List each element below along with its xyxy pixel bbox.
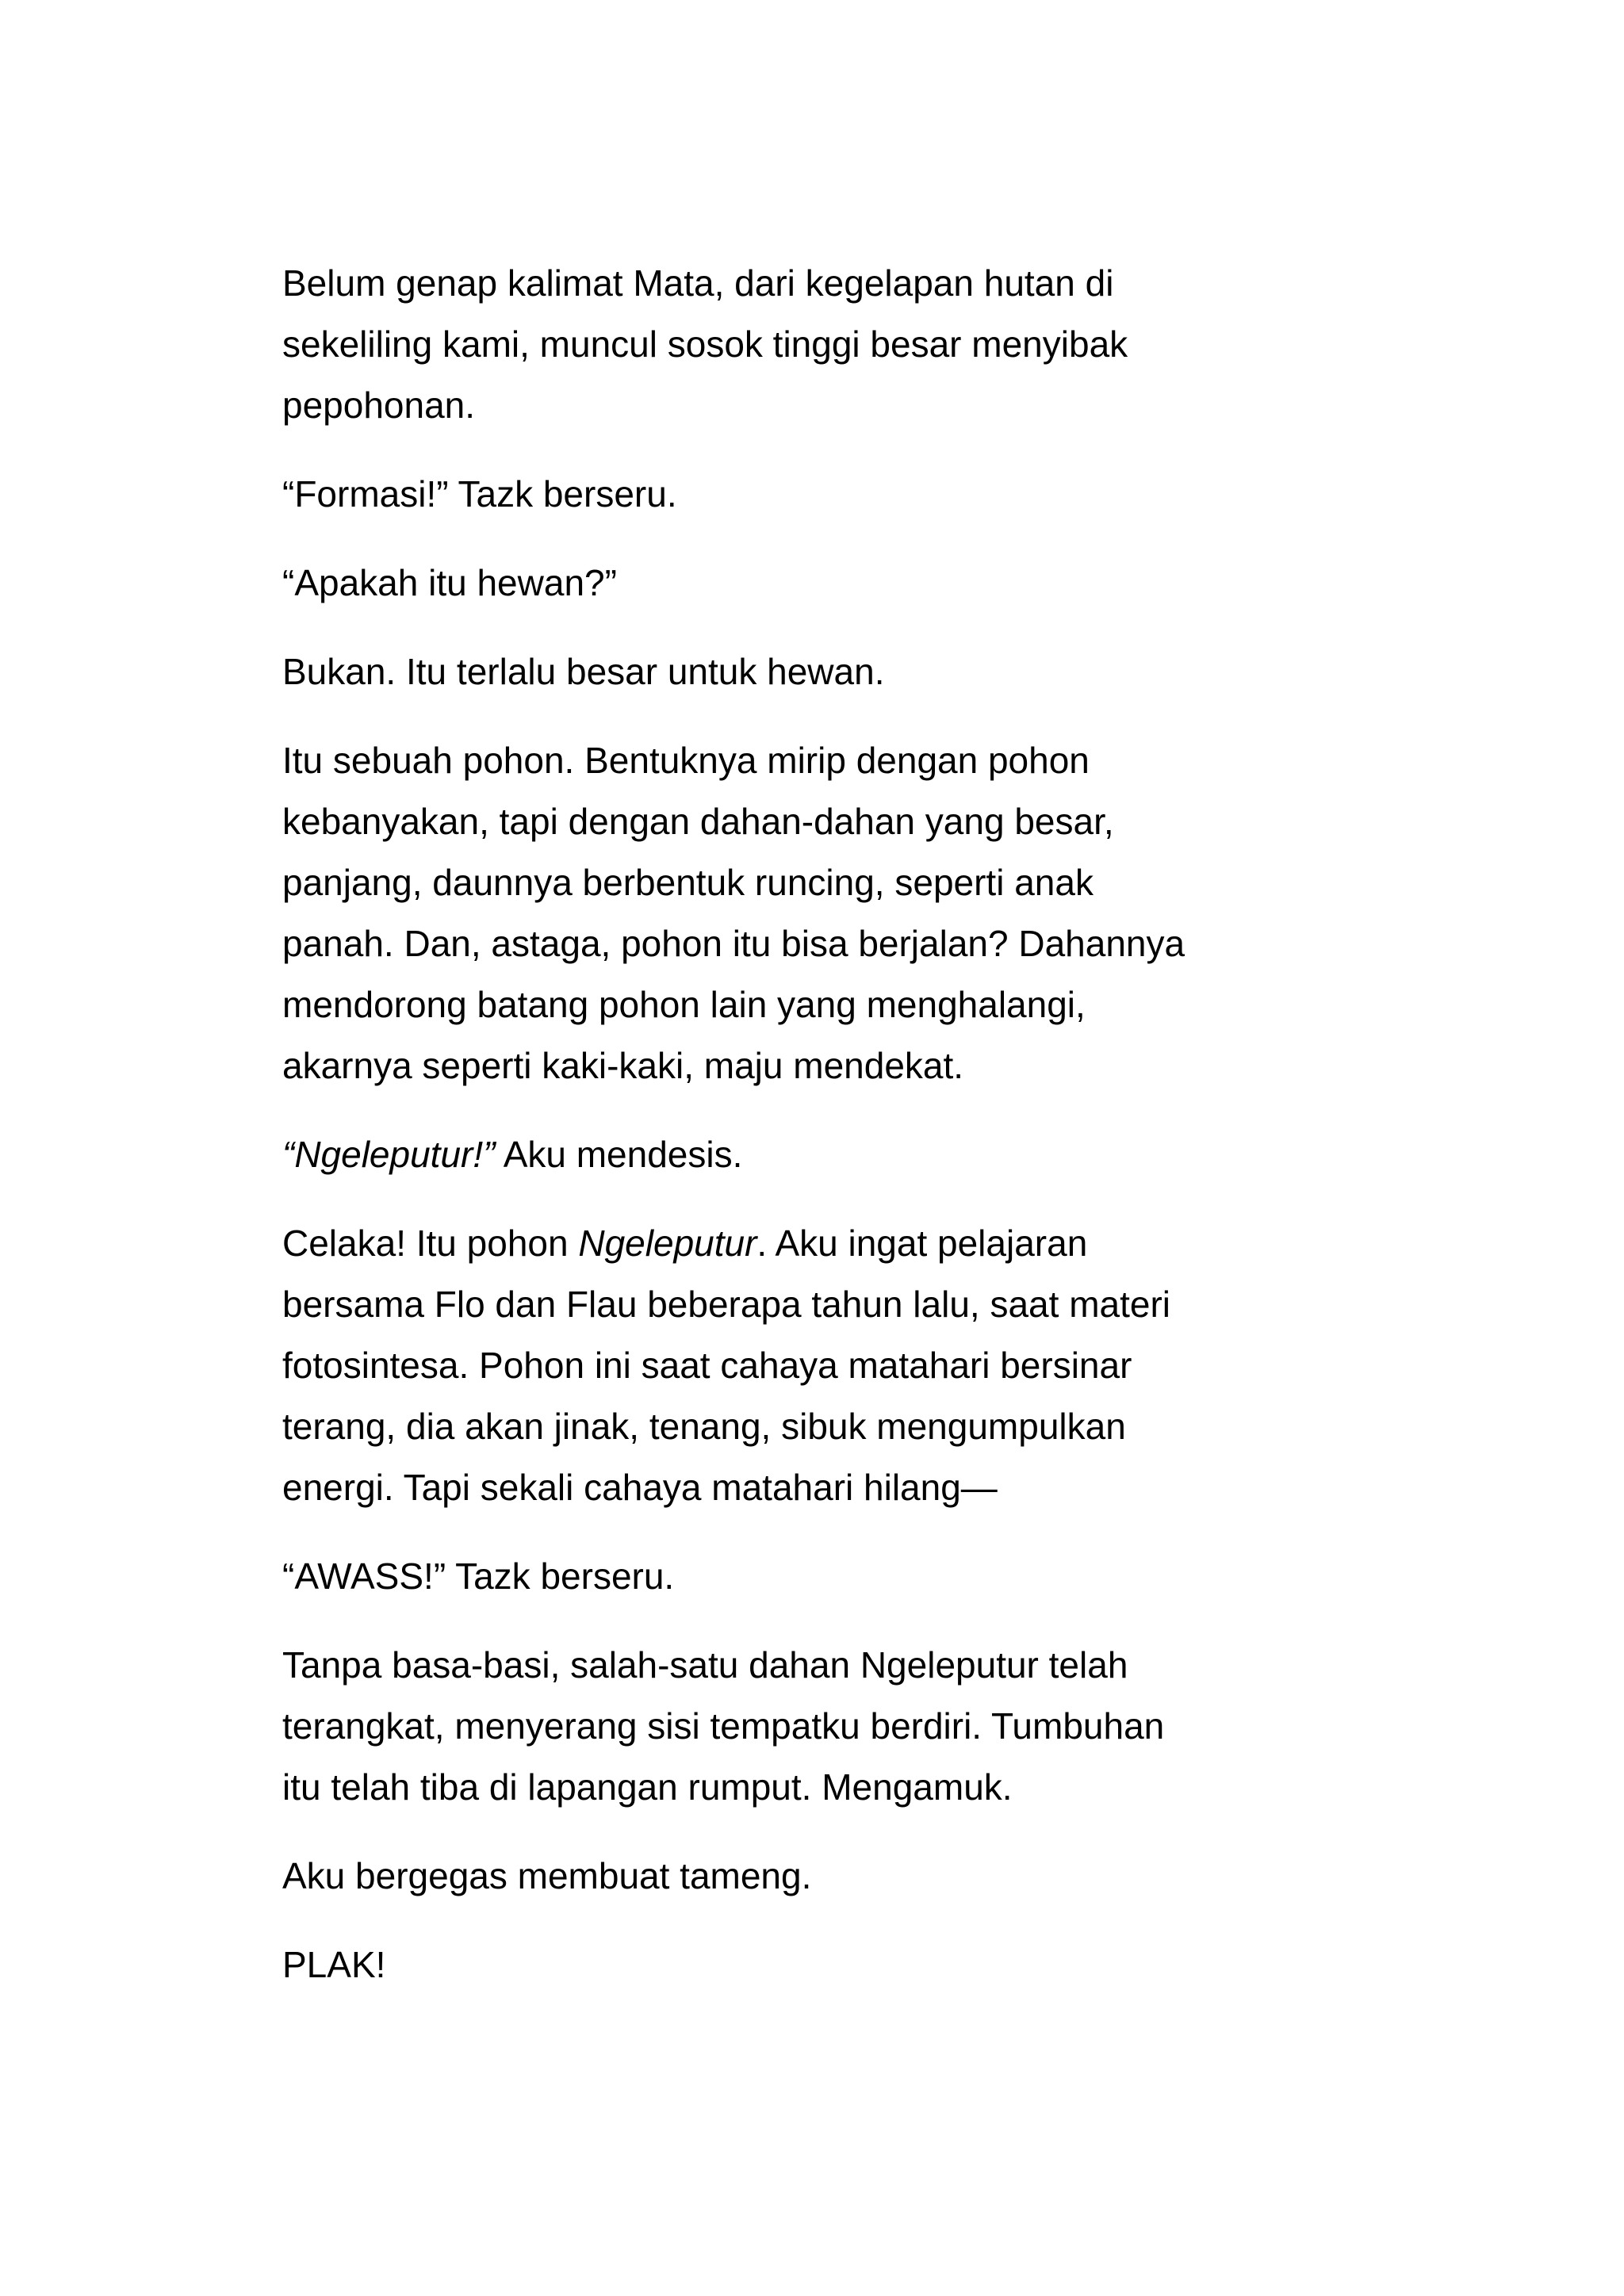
paragraph-5: Itu sebuah pohon. Bentuknya mirip dengan pohon kebanyakan, tapi dengan dahan-dahan yang besar, panjang, daunnya berbentuk runcing, seperti anak panah. Dan, astaga, pohon itu bisa berjalan? Dahannya mendorong batang pohon lain yang menghalangi, akarnya seperti kaki-kaki, maju mendekat.	[282, 740, 1185, 1086]
paragraph-7-rest: . Aku ingat pelajaran bersama Flo dan Flau beberapa tahun lalu, saat materi fotosintesa. Pohon ini saat cahaya matahari bersinar terang, dia akan jinak, tenang, sibuk mengumpulkan energi. Tapi sekali cahaya matahari hilang—	[282, 1223, 1170, 1508]
paragraph-9: Tanpa basa-basi, salah-satu dahan Ngeleputur telah terangkat, menyerang sisi tempatku berdiri. Tumbuhan itu telah tiba di lapangan rumput. Mengamuk.	[282, 1644, 1165, 1808]
paragraph-7-start: Celaka! Itu pohon	[282, 1223, 579, 1264]
paragraph-6-rest: Aku mendesis.	[495, 1134, 743, 1175]
paragraph-10: Aku bergegas membuat tameng.	[282, 1855, 812, 1896]
italic-exclamation: “Ngeleputur!”	[282, 1134, 496, 1175]
paragraph-8: “AWASS!” Tazk berseru.	[282, 1556, 675, 1597]
paragraph-11: PLAK!	[282, 1944, 386, 1985]
paragraph-2: “Formasi!” Tazk berseru.	[282, 473, 677, 515]
story-text	[282, 253, 1345, 2023]
paragraph-6	[282, 1124, 1345, 1185]
paragraph-1: Belum genap kalimat Mata, dari kegelapan hutan di sekeliling kami, muncul sosok tinggi besar menyibak pepohonan.	[282, 262, 1128, 426]
paragraph-3: “Apakah itu hewan?”	[282, 562, 617, 603]
paragraph-4: Bukan. Itu terlalu besar untuk hewan.	[282, 651, 885, 692]
italic-term: Ngeleputur	[578, 1223, 757, 1264]
paragraph-7	[282, 1213, 1345, 1518]
